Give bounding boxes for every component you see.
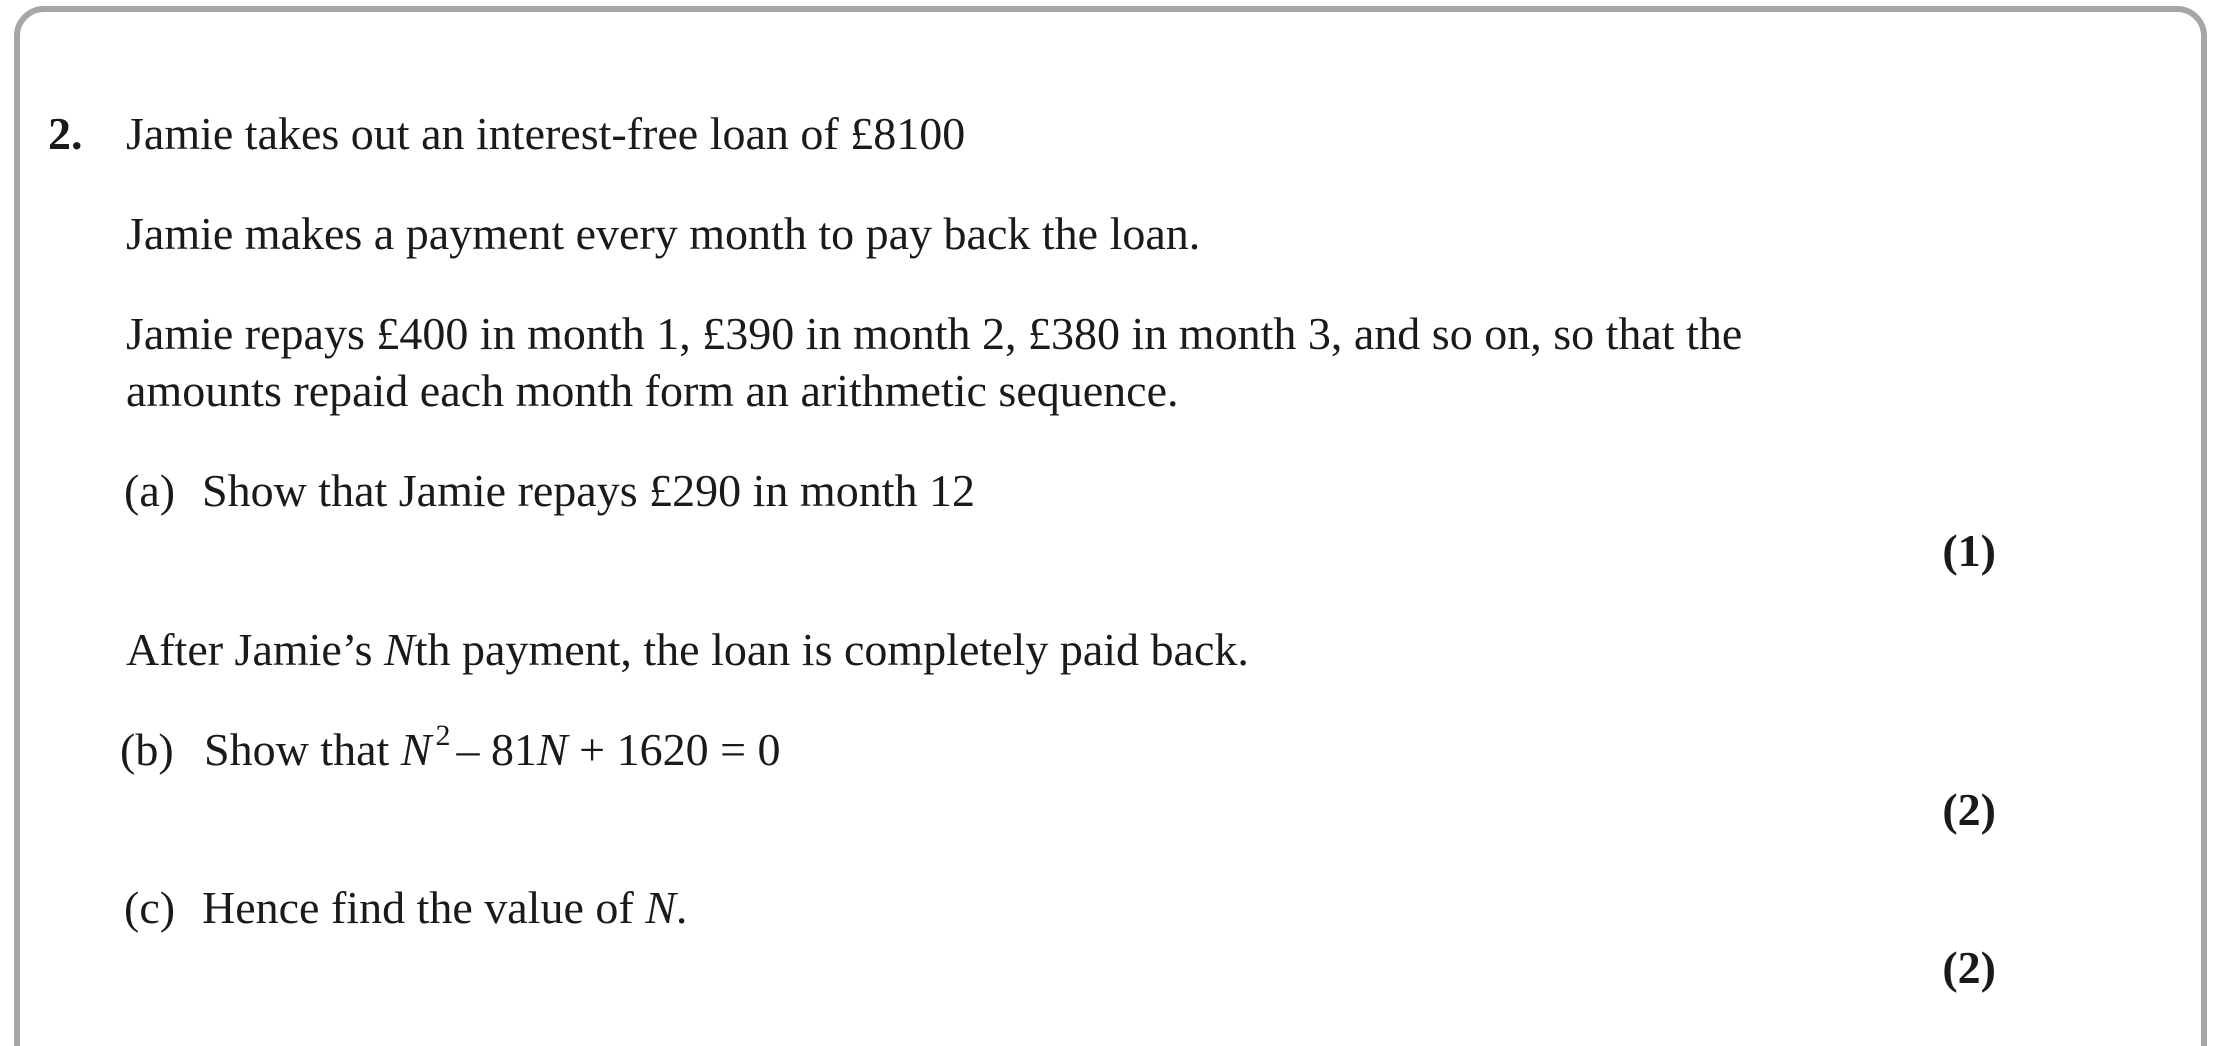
part-b-marks: (2) <box>1942 784 1996 835</box>
part-a-label: (a) <box>124 465 176 516</box>
part-b-label: (b) <box>120 724 174 775</box>
part-b: (b) Show that N $^2$ – 81N + 1620 = 0 <box>120 722 781 784</box>
variable-n: N <box>384 624 415 675</box>
variable-n: N <box>645 882 676 933</box>
part-a <box>124 463 975 519</box>
question-paragraph-2-line-2: amounts repaid each month form an arithmetic sequence. <box>126 365 1179 416</box>
variable-n: N <box>400 724 432 775</box>
part-c-label: (c) <box>124 882 176 933</box>
exponent: 2 <box>435 719 451 752</box>
question-intro: Jamie takes out an interest-free loan of £8100 <box>126 108 966 159</box>
part-c-marks: (2) <box>1942 942 1996 993</box>
part-a-marks: (1) <box>1942 525 1996 576</box>
part-a-text: Show that Jamie repays £290 in month 12 <box>202 465 975 516</box>
interlude-text: After Jamie’s Nth payment, the loan is completely paid back. <box>126 624 1249 675</box>
question-paragraph-1: Jamie makes a payment every month to pay back the loan. <box>126 208 1201 259</box>
variable-n: N <box>536 724 568 775</box>
question-paragraph-2-line-1: Jamie repays £400 in month 1, £390 in month 2, £380 in month 3, and so on, so that the <box>126 308 1743 359</box>
question-number: 2. <box>48 108 83 159</box>
part-c: (c) Hence find the value of N. <box>124 880 687 936</box>
